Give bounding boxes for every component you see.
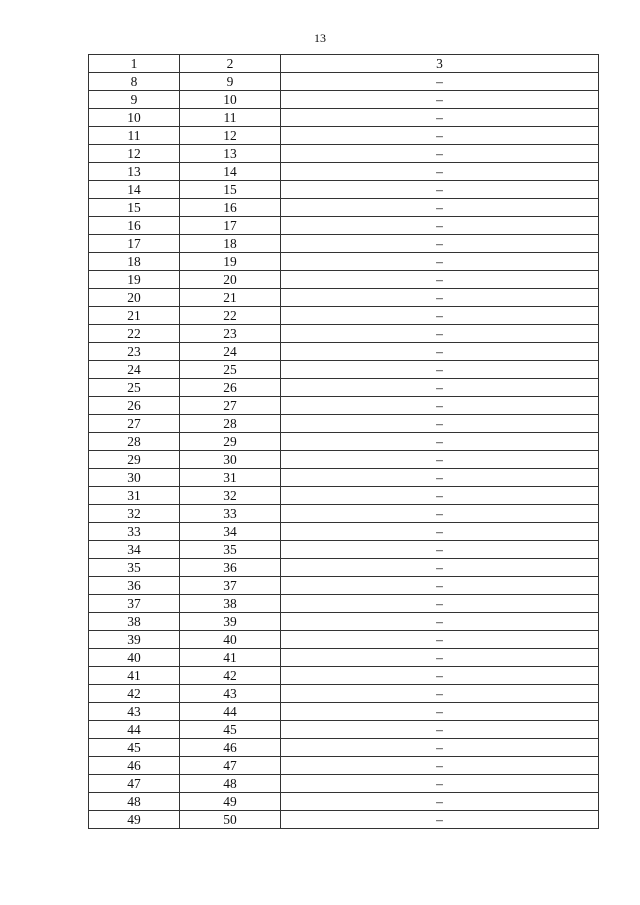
cell-col-1: 28 [89, 433, 180, 451]
cell-col-3: – [281, 235, 599, 253]
table-row [89, 145, 599, 163]
cell-col-3: – [281, 361, 599, 379]
cell-col-2: 11 [180, 109, 281, 127]
cell-col-1: 21 [89, 307, 180, 325]
cell-col-2: 15 [180, 181, 281, 199]
cell-col-1: 27 [89, 415, 180, 433]
column-header-3: 3 [281, 55, 599, 73]
table-row [89, 307, 599, 325]
cell-col-2: 29 [180, 433, 281, 451]
table-body [89, 55, 599, 829]
cell-col-2: 48 [180, 775, 281, 793]
cell-col-1: 45 [89, 739, 180, 757]
cell-col-3: – [281, 595, 599, 613]
table-row [89, 739, 599, 757]
table-row [89, 793, 599, 811]
cell-col-1: 11 [89, 127, 180, 145]
cell-col-3: – [281, 469, 599, 487]
table-row [89, 181, 599, 199]
cell-col-3: – [281, 541, 599, 559]
cell-col-3: – [281, 523, 599, 541]
table-row [89, 541, 599, 559]
cell-col-2: 42 [180, 667, 281, 685]
cell-col-3: – [281, 487, 599, 505]
cell-col-3: – [281, 127, 599, 145]
table-row [89, 667, 599, 685]
cell-col-1: 38 [89, 613, 180, 631]
cell-col-3: – [281, 217, 599, 235]
cell-col-3: – [281, 775, 599, 793]
cell-col-3: – [281, 613, 599, 631]
cell-col-3: – [281, 667, 599, 685]
cell-col-3: – [281, 685, 599, 703]
cell-col-3: – [281, 271, 599, 289]
cell-col-2: 40 [180, 631, 281, 649]
cell-col-1: 30 [89, 469, 180, 487]
table-row [89, 433, 599, 451]
table-row [89, 217, 599, 235]
cell-col-2: 44 [180, 703, 281, 721]
table-row [89, 271, 599, 289]
cell-col-1: 47 [89, 775, 180, 793]
cell-col-1: 15 [89, 199, 180, 217]
cell-col-3: – [281, 757, 599, 775]
cell-col-1: 33 [89, 523, 180, 541]
table-row [89, 703, 599, 721]
table-row [89, 757, 599, 775]
table-row [89, 127, 599, 145]
cell-col-1: 14 [89, 181, 180, 199]
cell-col-3: – [281, 811, 599, 829]
cell-col-1: 36 [89, 577, 180, 595]
table-row [89, 595, 599, 613]
cell-col-3: – [281, 649, 599, 667]
table-row [89, 775, 599, 793]
cell-col-1: 32 [89, 505, 180, 523]
table-row [89, 811, 599, 829]
cell-col-2: 14 [180, 163, 281, 181]
cell-col-2: 45 [180, 721, 281, 739]
cell-col-3: – [281, 343, 599, 361]
cell-col-2: 23 [180, 325, 281, 343]
table-row [89, 109, 599, 127]
cell-col-2: 39 [180, 613, 281, 631]
cell-col-2: 34 [180, 523, 281, 541]
cell-col-3: – [281, 631, 599, 649]
table-row [89, 379, 599, 397]
cell-col-1: 43 [89, 703, 180, 721]
cell-col-3: – [281, 559, 599, 577]
cell-col-2: 31 [180, 469, 281, 487]
cell-col-3: – [281, 721, 599, 739]
cell-col-3: – [281, 703, 599, 721]
cell-col-2: 30 [180, 451, 281, 469]
cell-col-1: 34 [89, 541, 180, 559]
cell-col-2: 25 [180, 361, 281, 379]
cell-col-1: 19 [89, 271, 180, 289]
table-row [89, 505, 599, 523]
cell-col-2: 28 [180, 415, 281, 433]
cell-col-2: 35 [180, 541, 281, 559]
cell-col-1: 35 [89, 559, 180, 577]
cell-col-2: 24 [180, 343, 281, 361]
cell-col-2: 18 [180, 235, 281, 253]
column-header-1: 1 [89, 55, 180, 73]
cell-col-1: 12 [89, 145, 180, 163]
cell-col-1: 18 [89, 253, 180, 271]
cell-col-1: 49 [89, 811, 180, 829]
cell-col-3: – [281, 379, 599, 397]
cell-col-2: 26 [180, 379, 281, 397]
cell-col-3: – [281, 91, 599, 109]
table-row [89, 235, 599, 253]
cell-col-1: 23 [89, 343, 180, 361]
table-row [89, 73, 599, 91]
cell-col-3: – [281, 415, 599, 433]
cell-col-3: – [281, 199, 599, 217]
cell-col-3: – [281, 307, 599, 325]
cell-col-2: 50 [180, 811, 281, 829]
table-row [89, 325, 599, 343]
cell-col-1: 48 [89, 793, 180, 811]
table-row [89, 415, 599, 433]
cell-col-2: 27 [180, 397, 281, 415]
table-row [89, 613, 599, 631]
cell-col-1: 31 [89, 487, 180, 505]
table-row [89, 343, 599, 361]
table-row [89, 721, 599, 739]
cell-col-1: 37 [89, 595, 180, 613]
table-row [89, 631, 599, 649]
cell-col-1: 26 [89, 397, 180, 415]
cell-col-1: 46 [89, 757, 180, 775]
cell-col-2: 49 [180, 793, 281, 811]
table-header-row [89, 55, 599, 73]
cell-col-1: 13 [89, 163, 180, 181]
cell-col-3: – [281, 325, 599, 343]
cell-col-3: – [281, 163, 599, 181]
cell-col-2: 9 [180, 73, 281, 91]
cell-col-1: 16 [89, 217, 180, 235]
cell-col-1: 24 [89, 361, 180, 379]
cell-col-1: 9 [89, 91, 180, 109]
cell-col-1: 40 [89, 649, 180, 667]
cell-col-2: 33 [180, 505, 281, 523]
table-row [89, 559, 599, 577]
table-row [89, 451, 599, 469]
cell-col-1: 22 [89, 325, 180, 343]
cell-col-2: 22 [180, 307, 281, 325]
table-row [89, 523, 599, 541]
cell-col-2: 12 [180, 127, 281, 145]
cell-col-1: 29 [89, 451, 180, 469]
table-row [89, 469, 599, 487]
cell-col-1: 41 [89, 667, 180, 685]
cell-col-1: 8 [89, 73, 180, 91]
table-row [89, 361, 599, 379]
table-row [89, 487, 599, 505]
cell-col-3: – [281, 109, 599, 127]
cell-col-2: 21 [180, 289, 281, 307]
table-row [89, 397, 599, 415]
cell-col-3: – [281, 793, 599, 811]
cell-col-1: 10 [89, 109, 180, 127]
page-number: 13 [314, 31, 326, 45]
table-row [89, 199, 599, 217]
cell-col-2: 13 [180, 145, 281, 163]
cell-col-2: 20 [180, 271, 281, 289]
cell-col-2: 10 [180, 91, 281, 109]
cell-col-3: – [281, 397, 599, 415]
table-row [89, 91, 599, 109]
cell-col-3: – [281, 73, 599, 91]
cell-col-3: – [281, 181, 599, 199]
cell-col-1: 25 [89, 379, 180, 397]
cell-col-3: – [281, 451, 599, 469]
cell-col-2: 43 [180, 685, 281, 703]
table-row [89, 577, 599, 595]
cell-col-3: – [281, 577, 599, 595]
cell-col-1: 44 [89, 721, 180, 739]
cell-col-3: – [281, 505, 599, 523]
cell-col-2: 46 [180, 739, 281, 757]
table-row [89, 649, 599, 667]
column-header-2: 2 [180, 55, 281, 73]
cell-col-1: 42 [89, 685, 180, 703]
cell-col-2: 38 [180, 595, 281, 613]
cell-col-1: 20 [89, 289, 180, 307]
cell-col-2: 32 [180, 487, 281, 505]
cell-col-2: 17 [180, 217, 281, 235]
cell-col-2: 37 [180, 577, 281, 595]
cell-col-2: 47 [180, 757, 281, 775]
cell-col-1: 39 [89, 631, 180, 649]
cell-col-3: – [281, 433, 599, 451]
cell-col-2: 36 [180, 559, 281, 577]
table-row [89, 685, 599, 703]
data-table [88, 54, 599, 829]
cell-col-3: – [281, 253, 599, 271]
cell-col-2: 41 [180, 649, 281, 667]
cell-col-2: 19 [180, 253, 281, 271]
cell-col-3: – [281, 289, 599, 307]
cell-col-3: – [281, 145, 599, 163]
table-row [89, 163, 599, 181]
cell-col-3: – [281, 739, 599, 757]
cell-col-2: 16 [180, 199, 281, 217]
table-row [89, 253, 599, 271]
table-row [89, 289, 599, 307]
cell-col-1: 17 [89, 235, 180, 253]
